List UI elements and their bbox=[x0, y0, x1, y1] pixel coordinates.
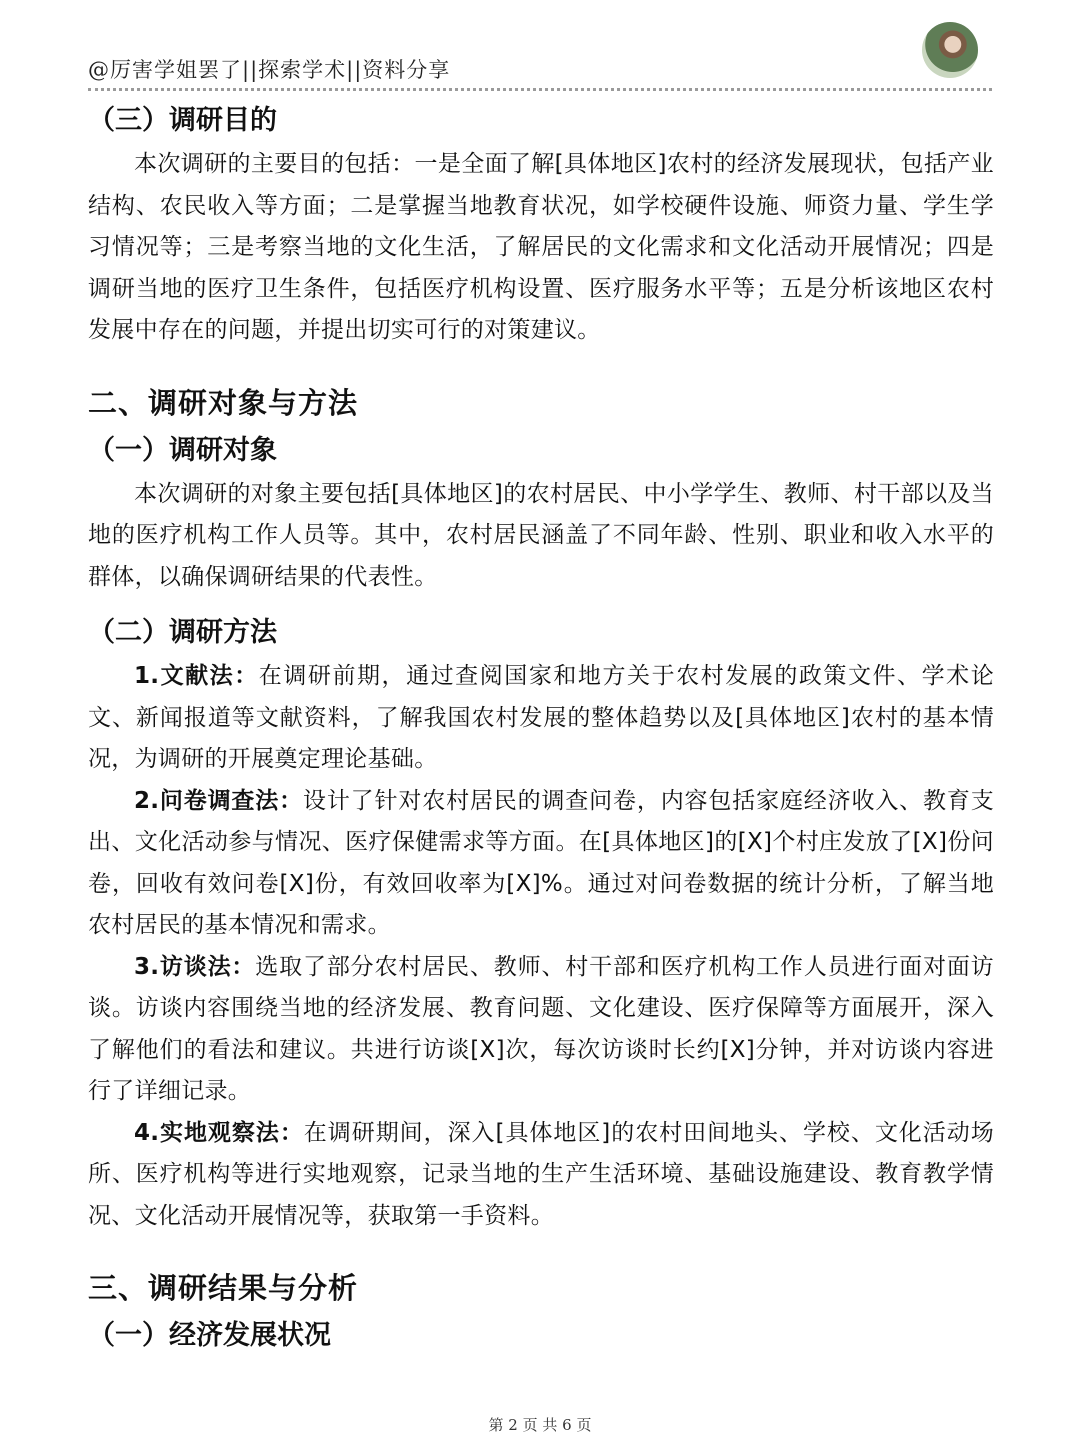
method-text-interview: 选取了部分农村居民、教师、村干部和医疗机构工作人员进行面对面访谈。访谈内容围绕当地的经济发展、教育问题、文化建设、医疗保障等方面展开，深入了解他们的看法和建议。共进行访谈[X]次，每次访谈时长约[X]分钟，并对访谈内容进行了详细记录。 bbox=[88, 953, 994, 1104]
paragraph-research-objects: 本次调研的对象主要包括[具体地区]的农村居民、中小学学生、教师、村干部以及当地的医疗机构工作人员等。其中，农村居民涵盖了不同年龄、性别、职业和收入水平的群体，以确保调研结果的代表性。 bbox=[88, 480, 994, 590]
section-title-research-objects: （一）调研对象 bbox=[88, 434, 277, 466]
section-title-research-purpose: （三）调研目的 bbox=[88, 105, 277, 136]
method-label-observation: 4.实地观察法： bbox=[134, 1119, 304, 1146]
paragraph-method-literature bbox=[88, 656, 994, 781]
method-text-observation: 在调研期间，深入[具体地区]的农村田间地头、学校、文化活动场所、医疗机构等进行实地观察，记录当地的生产生活环境、基础设施建设、教育教学情况、文化活动开展情况等，获取第一手资料。 bbox=[88, 1119, 995, 1229]
section-title-research-methods: （二）调研方法 bbox=[88, 617, 277, 648]
section-title-economic-status: （一）经济发展状况 bbox=[88, 1320, 331, 1351]
paragraph-method-interview bbox=[88, 947, 994, 1113]
page-footer: 第 2 页 共 6 页 bbox=[488, 1416, 592, 1434]
method-label-literature: 1.文献法： bbox=[134, 663, 259, 689]
avatar bbox=[922, 22, 978, 78]
method-text-questionnaire: 设计了针对农村居民的调查问卷，内容包括家庭经济收入、教育支出、文化活动参与情况、医疗保健需求等方面。在[具体地区]的[X]个村庄发放了[X]份问卷，回收有效问卷[X]份，有效回收率为[X]%。通过对问卷数据的统计分析，了解当地农村居民的基本情况和需求。 bbox=[88, 787, 995, 938]
document-body bbox=[88, 98, 994, 1359]
method-text-literature: 在调研前期，通过查阅国家和地方关于农村发展的政策文件、学术论文、新闻报道等文献资料，了解我国农村发展的整体趋势以及[具体地区]农村的基本情况，为调研的开展奠定理论基础。 bbox=[88, 663, 995, 772]
paragraph-method-questionnaire bbox=[88, 781, 994, 947]
paragraph-method-observation bbox=[88, 1113, 994, 1238]
method-label-interview: 3.访谈法： bbox=[134, 953, 256, 980]
page-header bbox=[88, 52, 992, 91]
chapter-title-objects-methods: 二、调研对象与方法 bbox=[88, 385, 359, 420]
chapter-title-results-analysis: 三、调研结果与分析 bbox=[88, 1271, 359, 1305]
paragraph-research-purpose: 本次调研的主要目的包括：一是全面了解[具体地区]农村的经济发展现状，包括产业结构、农民收入等方面；二是掌握当地教育状况，如学校硬件设施、师资力量、学生学习情况等；三是考察当地的文化生活，了解居民的文化需求和文化活动开展情况；四是调研当地的医疗卫生条件，包括医疗机构设置、医疗服务水平等；五是分析该地区农村发展中存在的问题，并提出切实可行的对策建议。 bbox=[88, 151, 994, 343]
method-label-questionnaire: 2.问卷调查法： bbox=[134, 787, 303, 814]
header-text: @厉害学姐罢了||探索学术||资料分享 bbox=[88, 58, 451, 82]
